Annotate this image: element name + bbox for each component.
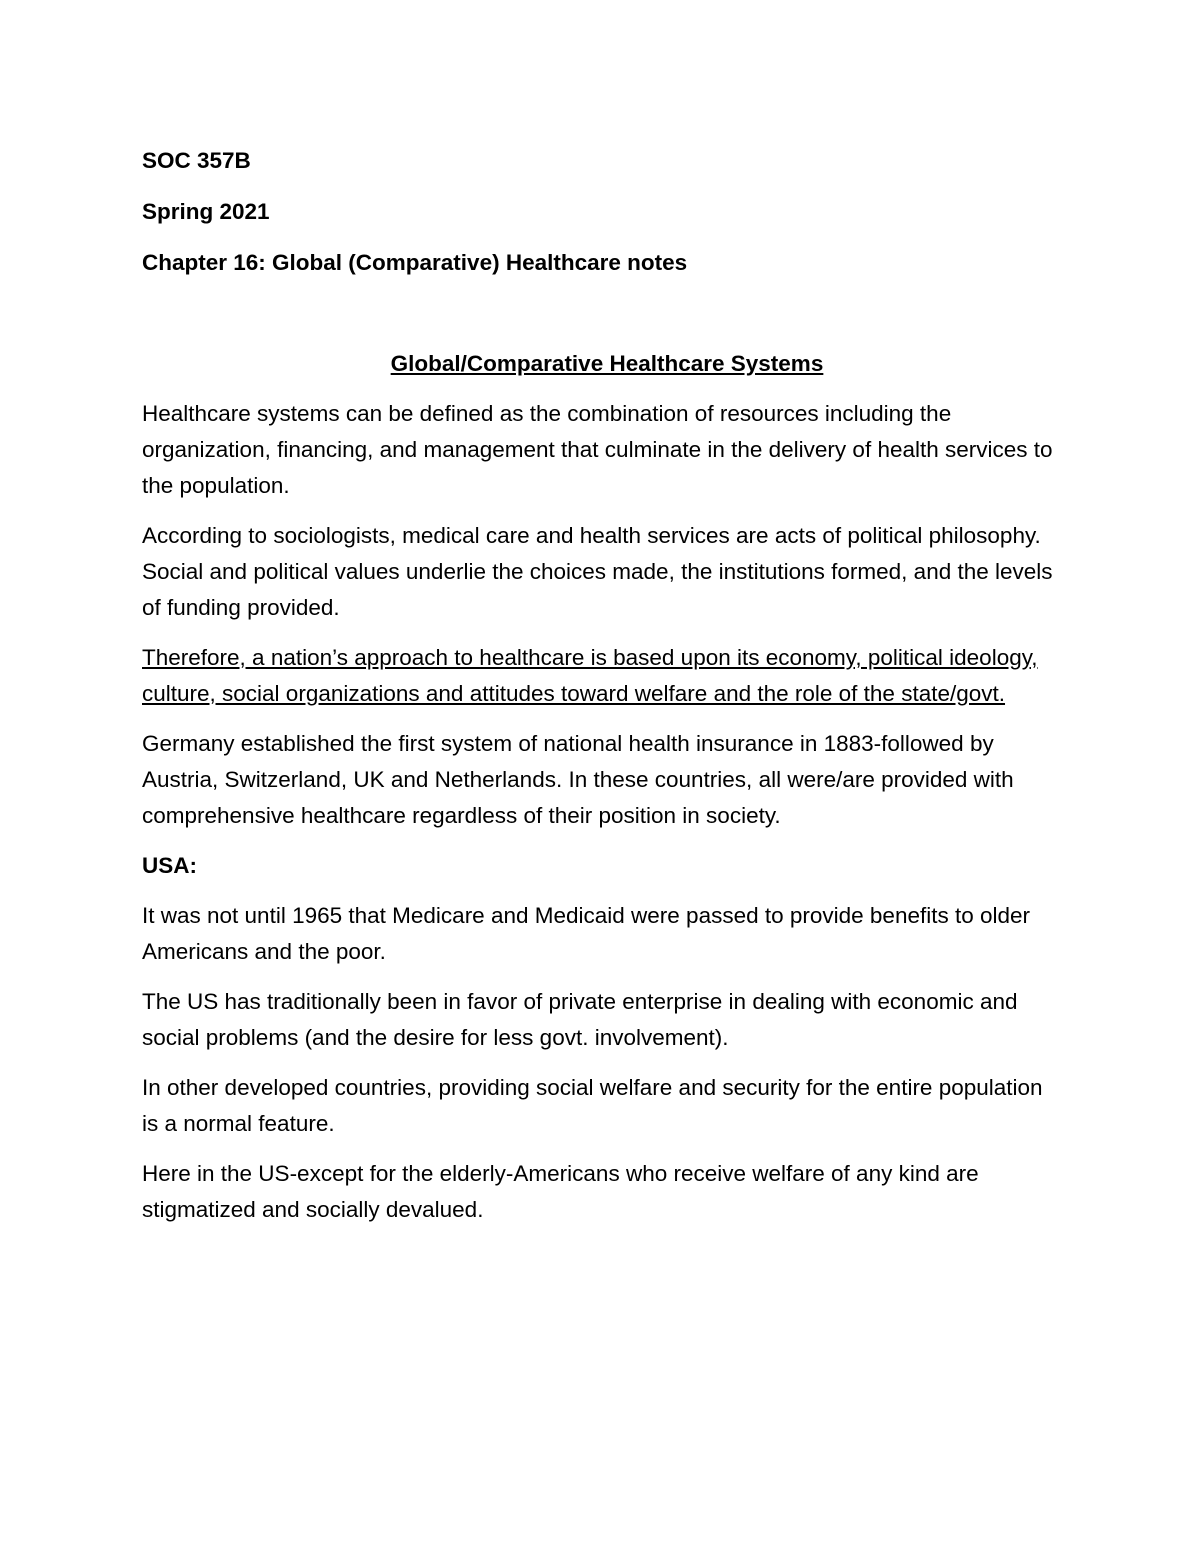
paragraph-germany: Germany established the first system of national health insurance in 1883-followed by Austria, Switzerland, UK and Netherlands. In these countries, all were/are provided with comprehensive healthcare regardless of their position in society. <box>142 731 1014 828</box>
paragraph-medicare: It was not until 1965 that Medicare and Medicaid were passed to provide benefits to older Americans and the poor. <box>142 903 1031 964</box>
paragraph-stigma: Here in the US-except for the elderly-Americans who receive welfare of any kind are stigmatized and socially devalued. <box>142 1161 979 1222</box>
paragraph-sociologists: According to sociologists, medical care and health services are acts of political philosophy. Social and political values underlie the choices made, the institutions formed, and the levels of funding provided. <box>142 523 1053 620</box>
section-title: Global/Comparative Healthcare Systems <box>390 351 824 376</box>
spacer <box>142 296 1062 346</box>
course-code: SOC 357B <box>142 148 251 173</box>
term: Spring 2021 <box>142 199 270 224</box>
document-body <box>142 143 1062 1242</box>
paragraph-definition: Healthcare systems can be defined as the combination of resources including the organization, financing, and management that culminate in the delivery of health services to the population. <box>142 401 1053 498</box>
paragraph-therefore: Therefore, a nation’s approach to healthcare is based upon its economy, political ideology, culture, social organizations and attitudes toward welfare and the role of the state/govt. <box>142 645 1038 706</box>
chapter-title: Chapter 16: Global (Comparative) Healthcare notes <box>142 250 688 275</box>
paragraph-private-enterprise: The US has traditionally been in favor of private enterprise in dealing with economic and social problems (and the desire for less govt. involvement). <box>142 989 1018 1050</box>
paragraph-other-countries: In other developed countries, providing social welfare and security for the entire population is a normal feature. <box>142 1075 1043 1136</box>
usa-heading: USA: <box>142 853 197 878</box>
